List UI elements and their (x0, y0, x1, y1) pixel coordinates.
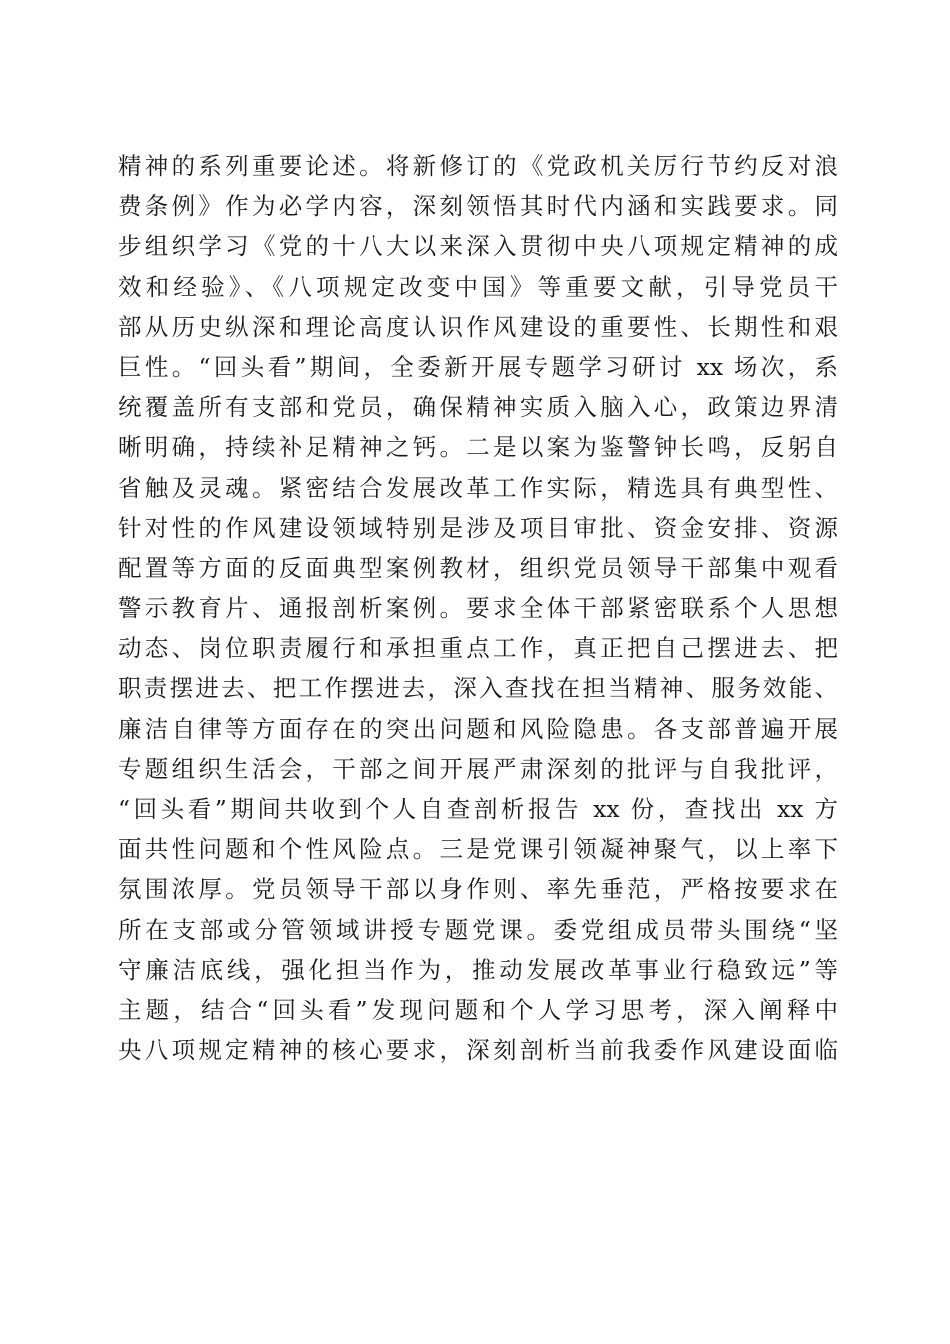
text-line: 省触及灵魂。紧密结合发展改革工作实际，精选具有典型性、 (118, 473, 838, 502)
text-line: 效和经验》、《八项规定改变中国》等重要文献，引导党员干 (118, 272, 838, 301)
text-line: 费条例》作为必学内容，深刻领悟其时代内涵和实践要求。同 (118, 192, 838, 221)
text-line: 精神的系列重要论述。将新修订的《党政机关厉行节约反对浪 (118, 152, 838, 180)
text-line: 廉洁自律等方面存在的突出问题和风险隐患。各支部普遍开展 (118, 714, 838, 743)
text-line: 职责摆进去、把工作摆进去，深入查找在担当精神、服务效能、 (118, 674, 838, 703)
text-line: 警示教育片、通报剖析案例。要求全体干部紧密联系个人思想 (118, 594, 838, 623)
text-line: 所在支部或分管领域讲授专题党课。委党组成员带头围绕“坚 (118, 915, 838, 944)
text-line: 专题组织生活会，干部之间开展严肃深刻的批评与自我批评， (118, 754, 838, 783)
text-line: 央八项规定精神的核心要求，深刻剖析当前我委作风建设面临 (118, 1036, 838, 1065)
text-line: 面共性问题和个性风险点。三是党课引领凝神聚气，以上率下 (118, 835, 838, 864)
text-line: 氛围浓厚。党员领导干部以身作则、率先垂范，严格按要求在 (118, 875, 838, 904)
body-text (118, 146, 838, 1070)
text-line: 统覆盖所有支部和党员，确保精神实质入脑入心，政策边界清 (118, 393, 838, 422)
text-line: “回头看”期间共收到个人自查剖析报告 xx 份，查找出 xx 方 (118, 795, 838, 823)
text-line: 部从历史纵深和理论高度认识作风建设的重要性、长期性和艰 (118, 312, 838, 341)
text-line: 守廉洁底线，强化担当作为，推动发展改革事业行稳致远”等 (118, 955, 838, 984)
text-line: 动态、岗位职责履行和承担重点工作，真正把自己摆进去、把 (118, 634, 838, 663)
text-line: 步组织学习《党的十八大以来深入贯彻中央八项规定精神的成 (118, 232, 838, 261)
text-line: 主题，结合“回头看”发现问题和个人学习思考，深入阐释中 (118, 995, 838, 1024)
text-line: 晰明确，持续补足精神之钙。二是以案为鉴警钟长鸣，反躬自 (118, 433, 838, 462)
text-line: 巨性。“回头看”期间，全委新开展专题学习研讨 xx 场次，系 (118, 352, 838, 381)
text-line: 配置等方面的反面典型案例教材，组织党员领导干部集中观看 (118, 553, 838, 582)
text-line: 针对性的作风建设领域特别是涉及项目审批、资金安排、资源 (118, 513, 838, 542)
